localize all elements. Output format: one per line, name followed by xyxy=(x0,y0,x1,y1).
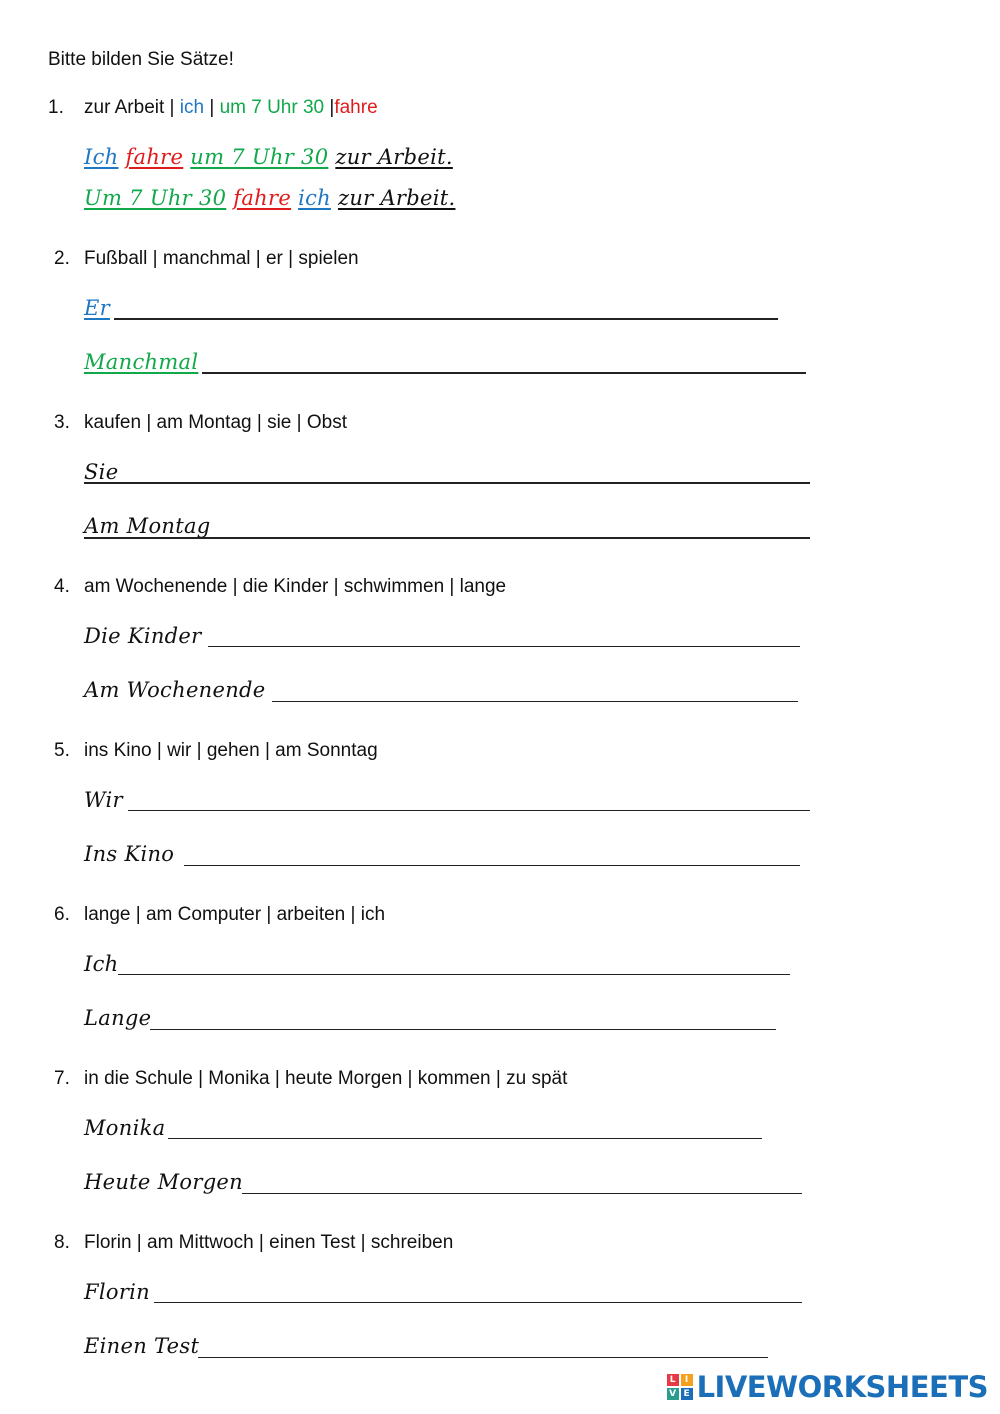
exercise-number: 1. xyxy=(48,97,64,118)
answer-line[interactable] xyxy=(128,810,810,811)
example-answer-1 xyxy=(84,145,453,169)
answer-line[interactable] xyxy=(84,482,810,484)
exercise-prompt: lange | am Computer | arbeiten | ich xyxy=(84,904,386,925)
answer-line[interactable] xyxy=(168,1138,762,1139)
prompt-separator: | xyxy=(204,97,220,118)
exercise-prompt: ins Kino | wir | gehen | am Sonntag xyxy=(84,740,378,761)
example-answer-2 xyxy=(84,186,455,210)
answer-line[interactable] xyxy=(84,537,810,539)
answer-line[interactable] xyxy=(114,318,778,320)
sentence-starter: Einen Test xyxy=(84,1334,200,1358)
prompt-part: fahre xyxy=(334,97,378,118)
answer-line[interactable] xyxy=(242,1193,802,1194)
exercise-prompt: kaufen | am Montag | sie | Obst xyxy=(84,412,347,433)
sentence-starter: Heute Morgen xyxy=(84,1170,243,1194)
logo-letter: I xyxy=(681,1374,693,1386)
sentence-starter: Er xyxy=(84,296,110,320)
sentence-starter: Wir xyxy=(84,788,123,812)
exercise-number: 2. xyxy=(54,248,70,269)
watermark-text: LIVEWORKSHEETS xyxy=(696,1370,988,1404)
logo-letter: L xyxy=(667,1374,679,1386)
exercise-prompt: Fußball | manchmal | er | spielen xyxy=(84,248,359,269)
exercise-number: 6. xyxy=(54,904,70,925)
logo-letter: E xyxy=(681,1388,693,1400)
answer-word: fahre xyxy=(233,186,292,210)
sentence-starter: Monika xyxy=(84,1116,166,1140)
sentence-starter: Sie xyxy=(84,460,119,484)
sentence-starter: Lange xyxy=(84,1006,152,1030)
prompt-part: um 7 Uhr 30 xyxy=(219,97,325,118)
sentence-starter: Am Montag xyxy=(84,514,211,538)
exercise-prompt: am Wochenende | die Kinder | schwimmen | lange xyxy=(84,576,507,597)
sentence-starter: Manchmal xyxy=(84,350,199,374)
prompt-separator: | xyxy=(164,97,180,118)
answer-word: ich xyxy=(298,186,331,210)
answer-word: Ich xyxy=(84,145,119,169)
answer-line[interactable] xyxy=(198,1357,768,1358)
sentence-starter: Ich xyxy=(84,952,119,976)
prompt-separator: | xyxy=(324,97,335,118)
logo-letter: V xyxy=(667,1388,679,1400)
liveworksheets-logo-icon xyxy=(667,1374,693,1400)
answer-line[interactable] xyxy=(184,865,800,866)
instruction-text: Bitte bilden Sie Sätze! xyxy=(48,49,234,70)
exercise-prompt xyxy=(84,97,378,119)
answer-line[interactable] xyxy=(272,701,798,702)
answer-line[interactable] xyxy=(202,372,806,374)
answer-word: Um 7 Uhr 30 xyxy=(84,186,227,210)
answer-word: fahre xyxy=(125,145,184,169)
exercise-number: 4. xyxy=(54,576,70,597)
exercise-number: 3. xyxy=(54,412,70,433)
exercise-number: 7. xyxy=(54,1068,70,1089)
exercise-prompt: Florin | am Mittwoch | einen Test | schreiben xyxy=(84,1232,454,1253)
answer-line[interactable] xyxy=(154,1302,802,1303)
answer-word: zur Arbeit. xyxy=(337,186,456,210)
sentence-starter: Ins Kino xyxy=(84,842,175,866)
sentence-starter: Am Wochenende xyxy=(84,678,266,702)
exercise-number: 8. xyxy=(54,1232,70,1253)
answer-line[interactable] xyxy=(118,974,790,975)
exercise-number: 5. xyxy=(54,740,70,761)
sentence-starter: Florin xyxy=(84,1280,151,1304)
prompt-part: zur Arbeit xyxy=(84,97,165,118)
answer-word: um 7 Uhr 30 xyxy=(190,145,329,169)
answer-line[interactable] xyxy=(208,646,800,647)
answer-word: zur Arbeit. xyxy=(335,145,453,169)
liveworksheets-watermark xyxy=(667,1370,988,1404)
answer-line[interactable] xyxy=(150,1029,776,1030)
sentence-starter: Die Kinder xyxy=(84,624,202,648)
prompt-part: ich xyxy=(179,97,205,118)
exercise-prompt: in die Schule | Monika | heute Morgen | kommen | zu spät xyxy=(84,1068,568,1089)
